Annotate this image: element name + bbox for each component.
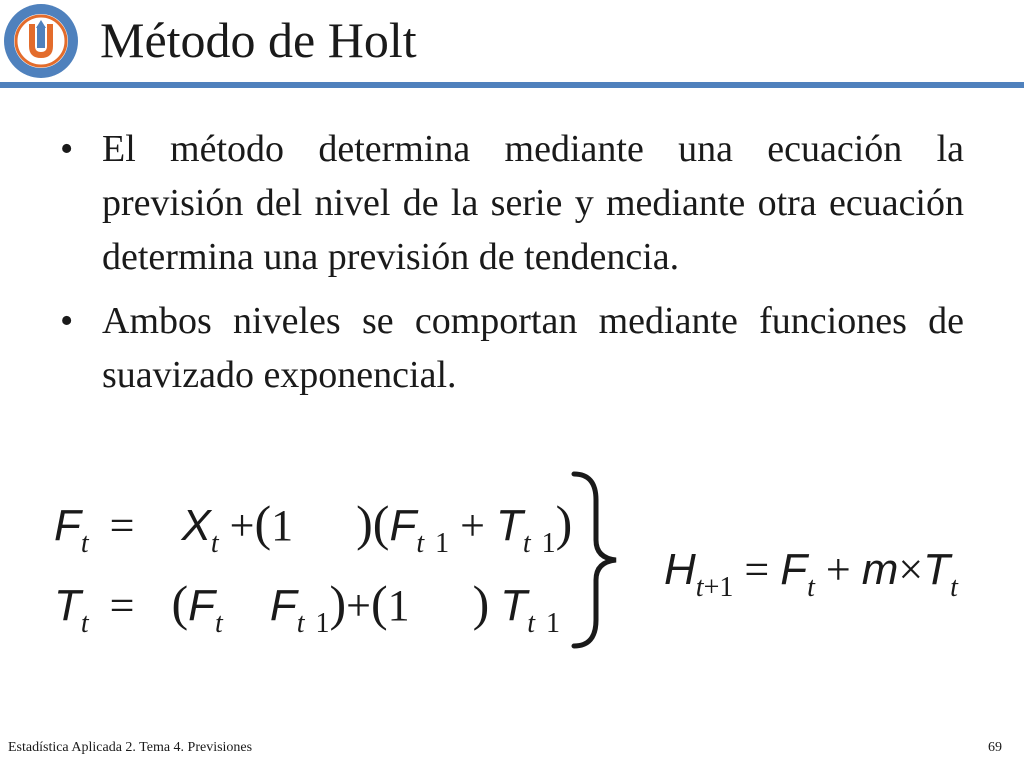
eq-operator: + <box>460 501 485 550</box>
eq-paren: ( <box>372 495 390 551</box>
eq-symbol: T <box>500 581 528 630</box>
bullet-text: Ambos niveles se comportan mediante funciones de suavizado exponencial. <box>102 300 964 396</box>
eq-operator: = <box>109 501 135 550</box>
trend-equation <box>54 575 560 639</box>
eq-subscript: + <box>703 572 720 603</box>
eq-number: 1 <box>387 581 410 630</box>
bullet-list <box>58 122 964 412</box>
title-divider <box>0 82 1024 88</box>
eq-operator: + <box>346 581 371 630</box>
list-item <box>58 122 964 284</box>
eq-paren: ( <box>254 495 272 551</box>
eq-paren: ) <box>472 575 490 631</box>
eq-paren: ) <box>555 495 573 551</box>
eq-subscript: t <box>522 528 531 559</box>
eq-subscript: t <box>807 572 815 603</box>
eq-subscript: t <box>80 608 89 639</box>
eq-subscript: t <box>215 608 223 639</box>
bullet-text: El método determina mediante una ecuación la previsión del nivel de la serie y mediante otra ecuación determina una previsión de tendencia. <box>102 128 964 278</box>
university-seal-icon <box>2 2 80 80</box>
bullet-icon: • <box>60 128 74 170</box>
eq-subscript: 1 <box>315 608 330 639</box>
eq-symbol: F <box>54 501 81 550</box>
eq-subscript: 1 <box>541 528 556 559</box>
eq-symbol: F <box>780 545 808 594</box>
eq-symbol: T <box>54 581 81 630</box>
eq-subscript: t <box>416 528 425 559</box>
eq-subscript: 1 <box>435 528 450 559</box>
eq-paren: ) <box>356 495 373 551</box>
right-brace-icon <box>566 470 626 650</box>
eq-subscript: t <box>527 608 535 639</box>
eq-subscript: t <box>210 528 219 559</box>
eq-symbol: X <box>181 501 211 550</box>
eq-symbol: F <box>188 581 216 630</box>
list-item <box>58 294 964 402</box>
bullet-icon: • <box>60 300 74 342</box>
eq-symbol: H <box>664 545 696 594</box>
eq-subscript: t <box>695 572 704 603</box>
eq-symbol: F <box>389 501 417 550</box>
eq-symbol: T <box>495 501 523 550</box>
eq-subscript: 1 <box>545 608 560 639</box>
university-logo <box>2 2 80 80</box>
level-equation <box>54 495 573 559</box>
eq-paren: ( <box>171 575 189 631</box>
forecast-equation <box>664 545 958 601</box>
page-title: Método de Holt <box>100 12 417 68</box>
eq-subscript: t <box>296 608 305 639</box>
eq-operator: = <box>744 545 770 594</box>
eq-operator: × <box>898 545 924 594</box>
eq-operator: + <box>229 501 255 550</box>
eq-symbol: m <box>861 545 899 594</box>
eq-subscript: t <box>950 572 958 603</box>
eq-number: 1 <box>271 501 294 550</box>
eq-symbol: T <box>923 545 951 594</box>
eq-symbol: F <box>269 581 297 630</box>
eq-paren: ) <box>329 575 347 631</box>
eq-operator: + <box>825 545 851 594</box>
eq-operator: = <box>109 581 135 630</box>
eq-subscript: 1 <box>719 572 734 603</box>
eq-paren: ( <box>370 575 388 631</box>
page-number: 69 <box>988 740 1002 755</box>
eq-subscript: t <box>80 528 89 559</box>
footer-course: Estadística Aplicada 2. Tema 4. Previsiones <box>8 740 253 755</box>
